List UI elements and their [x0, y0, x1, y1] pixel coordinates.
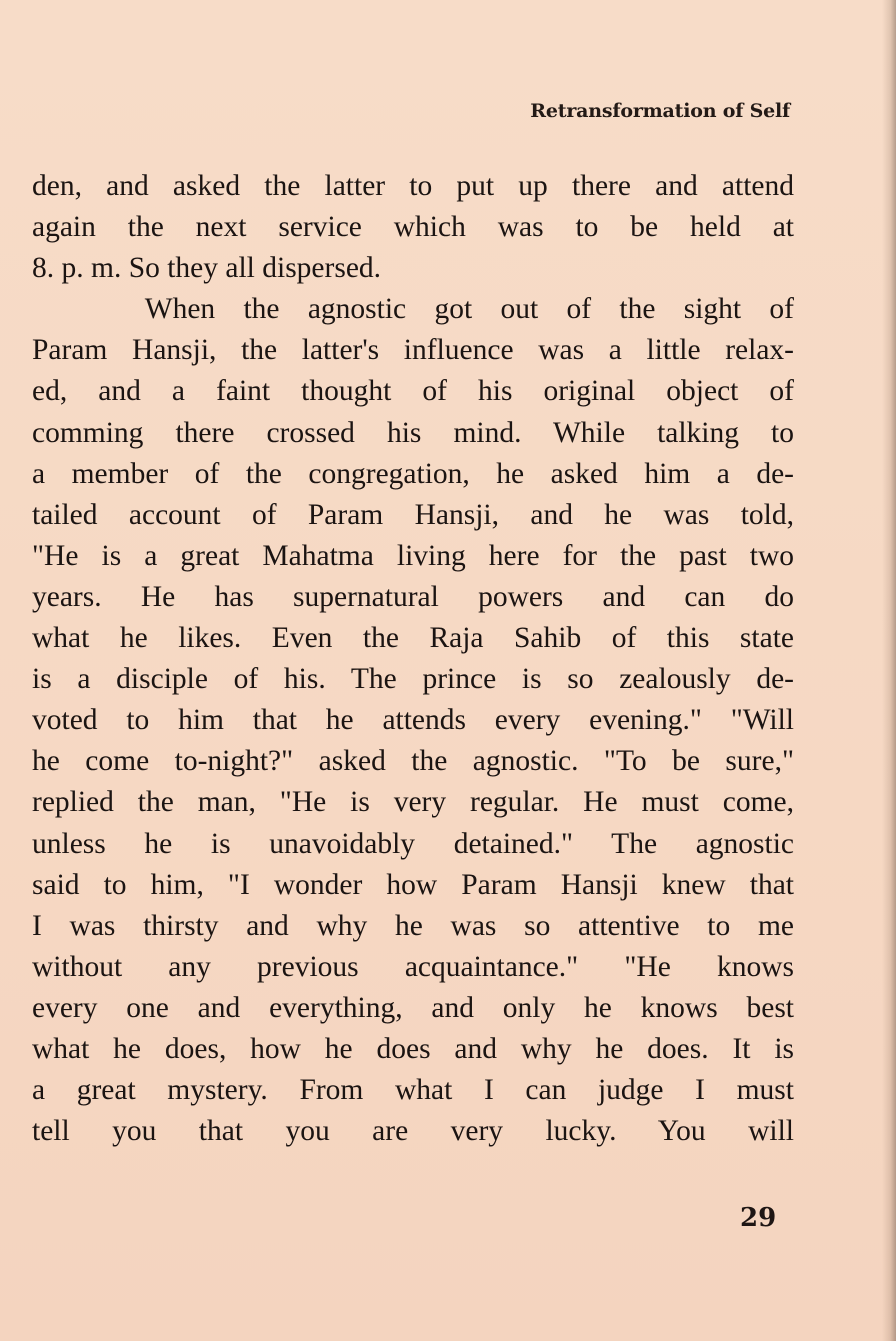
running-header: Retransformation of Self [530, 100, 790, 122]
text-line: I was thirsty and why he was so attentive to me [32, 909, 794, 942]
text-line: what he does, how he does and why he does. It is [32, 1032, 794, 1065]
text-line: 8. p. m. So they all dispersed. [32, 252, 382, 285]
text-line: said to him, "I wonder how Param Hansji knew that [32, 868, 794, 901]
text-line: comming there crossed his mind. While talking to [32, 416, 794, 449]
text-line: without any previous acquaintance." "He knows [32, 950, 794, 983]
text-line: Param Hansji, the latter's influence was a little relax- [32, 334, 794, 367]
text-line: unless he is unavoidably detained." The agnostic [32, 827, 794, 860]
text-line: "He is a great Mahatma living here for the past two [32, 539, 794, 572]
text-line: again the next service which was to be held at [32, 211, 794, 244]
text-line: replied the man, "He is very regular. He must come, [32, 786, 794, 819]
text-line: tell you that you are very lucky. You will [32, 1115, 794, 1148]
text-line: ed, and a faint thought of his original object of [32, 375, 794, 408]
text-line: voted to him that he attends every evening." "Will [32, 704, 794, 737]
text-line: a member of the congregation, he asked him a de- [32, 457, 794, 490]
text-line: is a disciple of his. The prince is so zealously de- [32, 663, 794, 696]
text-line: tailed account of Param Hansji, and he was told, [32, 498, 794, 531]
text-line: When the agnostic got out of the sight of [32, 293, 794, 326]
body-text [32, 166, 794, 1152]
page-number: 29 [740, 1203, 777, 1233]
text-line: he come to-night?" asked the agnostic. "To be sure," [32, 745, 794, 778]
text-line: den, and asked the latter to put up there and attend [32, 170, 794, 202]
page-edge-shadow [882, 0, 896, 1341]
text-line: every one and everything, and only he knows best [32, 991, 794, 1024]
text-line: what he likes. Even the Raja Sahib of this state [32, 622, 794, 655]
text-line: years. He has supernatural powers and can do [32, 580, 794, 613]
text-line: a great mystery. From what I can judge I must [32, 1074, 794, 1107]
